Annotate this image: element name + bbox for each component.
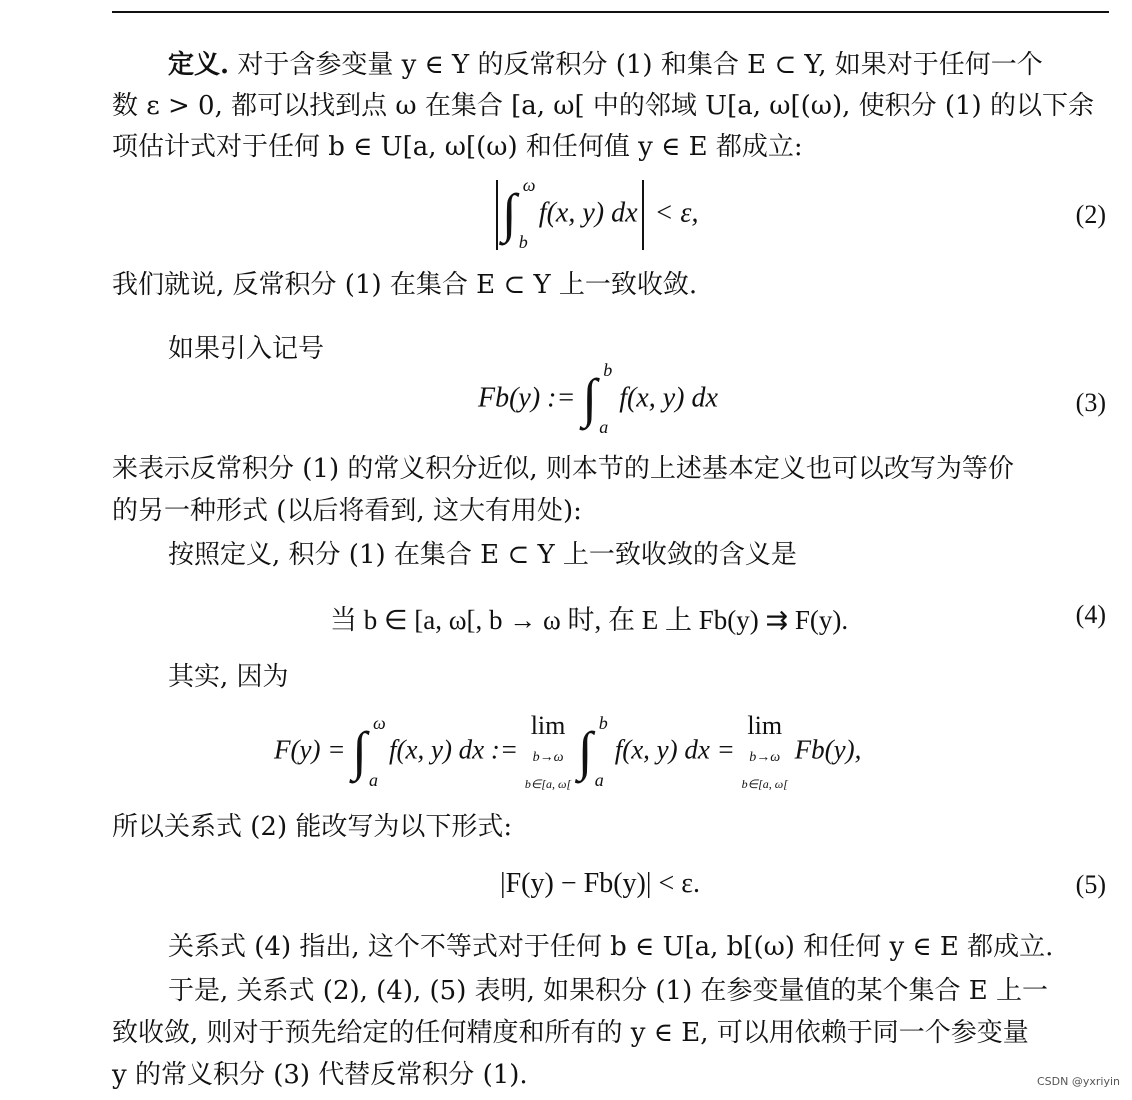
abs-bar-left xyxy=(496,180,498,250)
integral-sign: ∫ xyxy=(582,368,598,428)
upper-limit: ω xyxy=(372,712,386,733)
integral-sign: ∫ xyxy=(352,720,367,781)
integrand-2: f(x, y) dx = xyxy=(614,734,735,765)
lim-word: lim xyxy=(530,711,566,740)
paragraph-5-line-1: 于是, 关系式 (2), (4), (5) 表明, 如果积分 (1) 在参变量值的某个集合 E 上一 xyxy=(168,976,1049,1006)
lower-limit: b xyxy=(518,232,528,252)
conclusion-line: 我们就说, 反常积分 (1) 在集合 E ⊂ Y 上一致收敛. xyxy=(112,270,698,300)
limit-eq-tail: Fb(y), xyxy=(794,734,862,765)
abs-bar-right xyxy=(642,180,644,250)
top-rule xyxy=(112,11,1109,13)
lim-sub-1: b→ω xyxy=(749,750,781,765)
paragraph-5-line-2: 致收敛, 则对于预先给定的任何精度和所有的 y ∈ E, 可以用依赖于同一个参变量 xyxy=(112,1018,1029,1048)
equation-number-3: (3) xyxy=(1075,388,1106,417)
lim-sub-2: b∈[a, ω[ xyxy=(741,777,788,791)
limit-operator-1 xyxy=(525,712,571,793)
lim-sub-2: b∈[a, ω[ xyxy=(524,777,572,791)
equation-2-rhs: < ε, xyxy=(654,197,699,229)
upper-limit: b xyxy=(603,360,613,380)
definition-heading: 定义. xyxy=(168,50,230,80)
equation-number-5: (5) xyxy=(1075,870,1106,899)
integral-sign: ∫ xyxy=(577,720,593,781)
integral-limits xyxy=(517,175,539,252)
integrand-1: f(x, y) dx := xyxy=(388,734,519,765)
paragraph-4-line-1: 关系式 (4) 指出, 这个不等式对于任何 b ∈ U[a, b[(ω) 和任何 y ∈ E 都成立. xyxy=(168,932,1054,962)
limit-operator-2 xyxy=(742,712,788,793)
integral-sign: ∫ xyxy=(502,183,517,243)
equation-3-lhs: Fb(y) := xyxy=(478,382,576,414)
upper-limit: ω xyxy=(522,175,536,195)
notation-intro: 如果引入记号 xyxy=(168,334,325,364)
integrand: f(x, y) dx xyxy=(619,382,718,414)
lim-word: lim xyxy=(747,711,783,740)
lower-limit: a xyxy=(594,769,604,790)
integral-limits xyxy=(597,360,619,437)
equation-4: 当 b ∈ [a, ω[, b → ω 时, 在 E 上 Fb(y) ⇉ F(y). xyxy=(330,605,849,635)
equation-5: |F(y) − Fb(y)| < ε. xyxy=(500,868,700,899)
paragraph-3-line-1: 按照定义, 积分 (1) 在集合 E ⊂ Y 上一致收敛的含义是 xyxy=(168,540,797,570)
because-line: 其实, 因为 xyxy=(168,662,289,692)
definition-line-1 xyxy=(168,48,1043,82)
watermark: CSDN @yxriyin xyxy=(1037,1075,1120,1088)
definition-line-2: 数 ε > 0, 都可以找到点 ω 在集合 [a, ω[ 中的邻域 U[a, ω[(ω), 使积分 (1) 的以下余 xyxy=(112,91,1094,121)
equation-3 xyxy=(478,360,718,437)
equation-number-4: (4) xyxy=(1075,600,1106,629)
integral-limits xyxy=(367,712,389,790)
equation-2 xyxy=(492,175,699,252)
integral-limits xyxy=(593,712,615,790)
lower-limit: a xyxy=(599,417,609,437)
lower-limit: a xyxy=(368,769,378,790)
rewrite-line: 所以关系式 (2) 能改写为以下形式: xyxy=(112,812,513,842)
limit-eq-lhs: F(y) = xyxy=(274,734,346,765)
equation-limit xyxy=(274,712,861,793)
definition-text-1: 对于含参变量 y ∈ Y 的反常积分 (1) 和集合 E ⊂ Y, 如果对于任何一个 xyxy=(229,50,1043,80)
definition-line-3: 项估计式对于任何 b ∈ U[a, ω[(ω) 和任何值 y ∈ E 都成立: xyxy=(112,132,803,162)
equation-number-2: (2) xyxy=(1075,200,1106,229)
upper-limit: b xyxy=(598,712,608,733)
paragraph-2-line-1: 来表示反常积分 (1) 的常义积分近似, 则本节的上述基本定义也可以改写为等价 xyxy=(112,454,1014,484)
lim-sub-1: b→ω xyxy=(532,750,564,765)
paragraph-2-line-2: 的另一种形式 (以后将看到, 这大有用处): xyxy=(112,496,582,526)
integrand: f(x, y) dx xyxy=(538,197,638,229)
paragraph-5-line-3: y 的常义积分 (3) 代替反常积分 (1). xyxy=(112,1060,528,1090)
